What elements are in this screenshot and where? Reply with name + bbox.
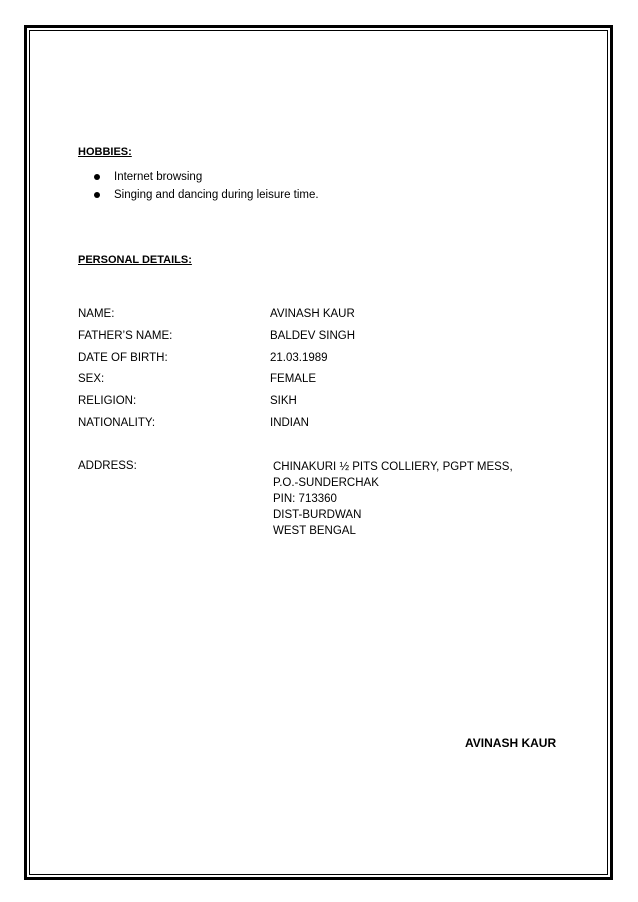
address-block — [273, 459, 513, 539]
father-name-value: BALDEV SINGH — [270, 330, 355, 342]
hobby-text: Internet browsing — [114, 171, 203, 183]
religion-value: SIKH — [270, 395, 297, 407]
list-item — [94, 168, 319, 186]
hobby-text: Singing and dancing during leisure time. — [114, 189, 319, 201]
hobbies-list — [94, 168, 319, 204]
father-name-label: FATHER’S NAME: — [78, 330, 173, 342]
sex-label: SEX: — [78, 373, 105, 385]
bullet-icon — [94, 192, 100, 198]
name-label: NAME: — [78, 308, 115, 320]
religion-label: RELIGION: — [78, 395, 137, 407]
personal-details-heading: PERSONAL DETAILS: — [78, 254, 192, 266]
hobbies-heading: HOBBIES: — [78, 146, 132, 158]
list-item — [94, 186, 319, 204]
address-line: CHINAKURI ½ PITS COLLIERY, PGPT MESS, — [273, 461, 513, 473]
address-line: PIN: 713360 — [273, 493, 337, 505]
signature-name: AVINASH KAUR — [465, 736, 557, 750]
address-line: WEST BENGAL — [273, 525, 356, 537]
nationality-value: INDIAN — [270, 417, 309, 429]
sex-value: FEMALE — [270, 373, 317, 385]
dob-label: DATE OF BIRTH: — [78, 352, 168, 364]
address-label: ADDRESS: — [78, 460, 137, 472]
nationality-label: NATIONALITY: — [78, 417, 156, 429]
dob-value: 21.03.1989 — [270, 352, 328, 364]
address-line: P.O.-SUNDERCHAK — [273, 477, 379, 489]
bullet-icon — [94, 174, 100, 180]
address-line: DIST-BURDWAN — [273, 509, 362, 521]
name-value: AVINASH KAUR — [270, 308, 355, 320]
